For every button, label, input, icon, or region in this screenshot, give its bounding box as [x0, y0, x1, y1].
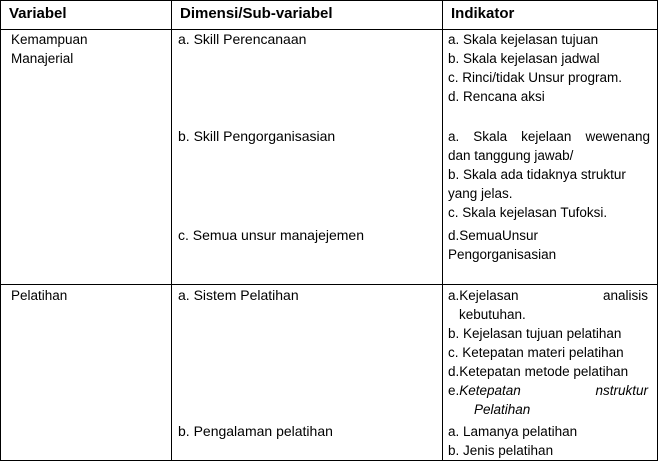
variabel-cell [11, 30, 88, 68]
indikator-line: b. Kejelasan tujuan pelatihan [448, 326, 622, 341]
variabel-cell [11, 286, 67, 305]
column-divider-2 [442, 0, 443, 461]
row-divider [0, 284, 658, 285]
indikator-line: a. Skala kejelaan wewenang [448, 129, 650, 144]
variabel-line: Pelatihan [11, 288, 68, 303]
dimensi-item: b. Skill Pengorganisasian [178, 128, 336, 144]
indikator-line: c. Rinci/tidak Unsur program. [448, 70, 623, 85]
indikator-group-b [448, 127, 650, 222]
dimensi-item: a. Skill Perencanaan [178, 31, 307, 47]
header-dimensi: Dimensi/Sub-variabel [180, 5, 333, 22]
indikator-line: a. Lamanya pelatihan [448, 424, 578, 439]
table-border-top [0, 0, 658, 1]
indikator-group-q [448, 422, 577, 460]
indikator-line: yang jelas. [448, 186, 513, 201]
indikator-group-p [448, 286, 648, 419]
table-border-left [0, 0, 1, 461]
indikator-line: a.Kejelasan analisis [448, 288, 648, 303]
indikator-line: c. Ketepatan materi pelatihan [448, 345, 624, 360]
indikator-line: d.SemuaUnsur [448, 228, 539, 243]
indikator-group-c [448, 226, 556, 264]
header-indikator: Indikator [451, 5, 515, 22]
indikator-line: c. Skala kejelasan Tufoksi. [448, 205, 608, 220]
variabel-line: Manajerial [11, 51, 74, 66]
indikator-line: d.Ketepatan metode pelatihan [448, 364, 629, 379]
indikator-line: b. Jenis pelatihan [448, 443, 554, 458]
indikator-line [448, 381, 648, 400]
indikator-line: Pelatihan [474, 402, 531, 417]
indikator-line: a. Skala kejelasan tujuan [448, 32, 599, 47]
indikator-line: d. Rencana aksi [448, 89, 545, 104]
indikator-line: kebutuhan. [459, 307, 526, 322]
header-variabel: Variabel [9, 5, 67, 22]
variabel-line: Kemampuan [11, 32, 88, 47]
column-divider-1 [171, 0, 172, 461]
indikator-line: Pengorganisasian [448, 247, 557, 262]
indikator-line: b. Skala ada tidaknya struktur [448, 167, 626, 182]
dimensi-item: c. Semua unsur manajejemen [178, 227, 364, 243]
dimensi-item: a. Sistem Pelatihan [178, 287, 299, 303]
indikator-line: dan tanggung jawab/ [448, 148, 574, 163]
indikator-line: b. Skala kejelasan jadwal [448, 51, 600, 66]
dimensi-item: b. Pengalaman pelatihan [178, 423, 333, 439]
indikator-group-a [448, 30, 648, 106]
indikator-italic: Ketepatan nstruktur [459, 383, 648, 398]
indikator-prefix: e. [448, 383, 460, 398]
